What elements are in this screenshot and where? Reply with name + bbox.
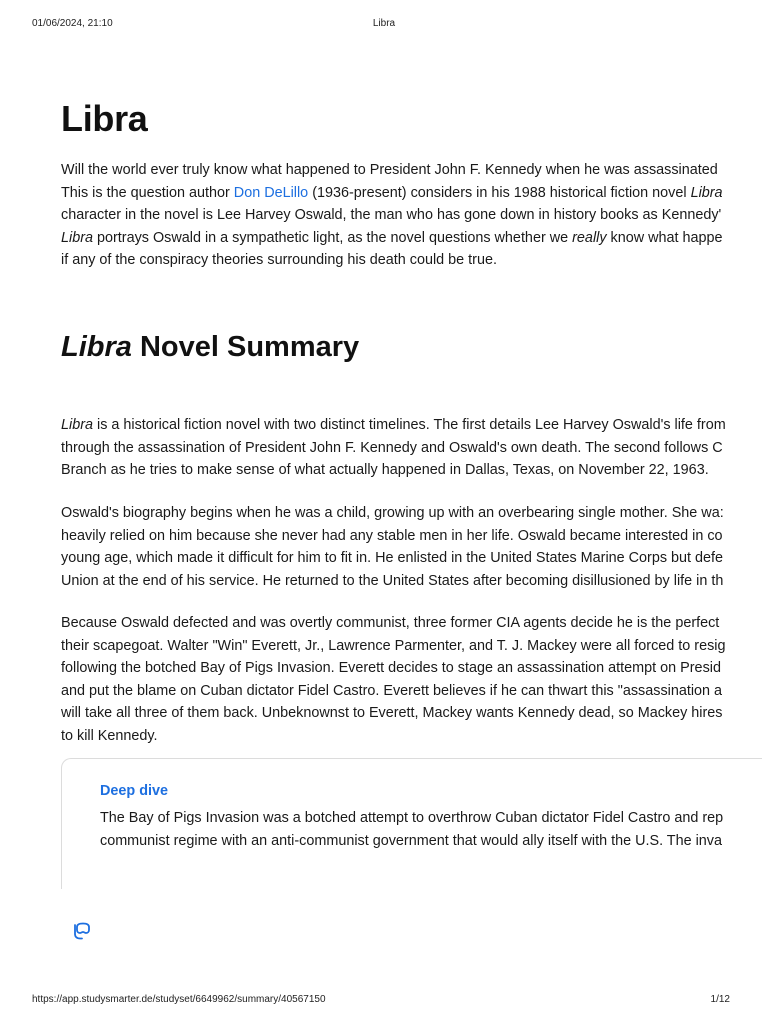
print-date: 01/06/2024, 21:10 <box>32 18 113 29</box>
p1-line-1-text: is a historical fiction novel with two distinct timelines. The first details Lee Harvey Oswald's life from <box>93 417 726 433</box>
intro-line-2-text-b: (1936-present) considers in his 1988 historical fiction novel <box>308 184 691 201</box>
intro-line-5: if any of the conspiracy theories surrounding his death could be true. <box>61 252 497 268</box>
print-footer <box>32 994 736 1008</box>
intro-line-4 <box>61 227 761 250</box>
p3-line-2: their scapegoat. Walter "Win" Everett, Jr., Lawrence Parmenter, and T. J. Mackey were all forced to resiɡ <box>61 637 726 654</box>
snorkel-mask-icon <box>72 919 94 941</box>
summary-heading <box>61 331 359 364</box>
intro-line-2-italic: Libra <box>690 184 723 201</box>
p2-line-3: young age, which made it difficult for him to fit in. He enlisted in the United States Marine Corps but defe <box>61 550 724 566</box>
print-title: Libra <box>372 18 396 29</box>
p3-line-4: and put the blame on Cuban dictator Fidel Castro. Everett believes if he can thwart this "assassination a <box>61 682 723 699</box>
page-title: Libra <box>61 98 148 139</box>
summary-heading-italic: Libra <box>61 331 132 363</box>
summary-heading-rest: Novel Summary <box>131 331 360 363</box>
deep-dive-title: Deep dive <box>100 783 168 799</box>
deep-dive-box <box>61 758 762 889</box>
p3-line-1: Because Oswald defected and was overtly communist, three former CIA agents decide he is the perfect <box>61 615 720 631</box>
intro-line-4-italic-title: Libra <box>61 229 93 246</box>
intro-line-1: Will the world ever truly know what happened to President John F. Kennedy when he was assassinated <box>61 162 718 178</box>
p1-line-1-italic: Libra <box>61 417 93 433</box>
p3-line-5: will take all three of them back. Unbeknownst to Everett, Mackey wants Kennedy dead, so Mackey hires <box>61 705 723 721</box>
p3-line-6: to kill Kennedy. <box>61 727 158 744</box>
intro-line-4-text-b: portrays Oswald in a sympathetic light, as the novel questions whether we <box>93 229 573 246</box>
print-url: https://app.studysmarter.de/studyset/6649962/summary/40567150 <box>32 994 326 1005</box>
intro-line-4-italic-really: really <box>572 229 607 246</box>
deep-dive-line-1: The Bay of Pigs Invasion was a botched attempt to overthrow Cuban dictator Fidel Castro and rep <box>100 810 724 826</box>
summary-paragraph-3 <box>61 612 761 747</box>
p2-line-2: heavily relied on him because she never had any stable men in her life. Oswald became interested in co <box>61 527 723 544</box>
p1-line-1 <box>61 414 761 437</box>
p2-line-4: Union at the end of his service. He returned to the United States after becoming disillusioned by life in th <box>61 572 724 589</box>
deep-dive-line-2: communist regime with an anti-communist government that would ally itself with the U.S. The inva <box>100 833 722 849</box>
intro-paragraph <box>61 159 761 272</box>
p1-line-2: through the assassination of President John F. Kennedy and Oswald's own death. The second follows C <box>61 439 723 456</box>
summary-paragraph-2 <box>61 502 761 592</box>
p1-line-3: Branch as he tries to make sense of what actually happened in Dallas, Texas, on November 22, 1963. <box>61 462 709 478</box>
summary-paragraph-1 <box>61 414 761 482</box>
intro-line-2 <box>61 182 761 205</box>
p3-line-3: following the botched Bay of Pigs Invasion. Everett decides to stage an assassination attempt on Presid <box>61 660 721 676</box>
deep-dive-body <box>100 807 760 853</box>
intro-line-2-text-a: This is the question author <box>61 184 234 201</box>
page-number: 1/12 <box>710 994 730 1005</box>
p2-line-1: Oswald's biography begins when he was a child, growing up with an overbearing single mother. She wa: <box>61 505 724 521</box>
intro-line-4-text-d: know what happe <box>606 229 723 246</box>
don-delillo-link[interactable]: Don DeLillo <box>233 184 309 201</box>
intro-line-3: character in the novel is Lee Harvey Oswald, the man who has gone down in history books as Kennedy' <box>61 207 722 223</box>
